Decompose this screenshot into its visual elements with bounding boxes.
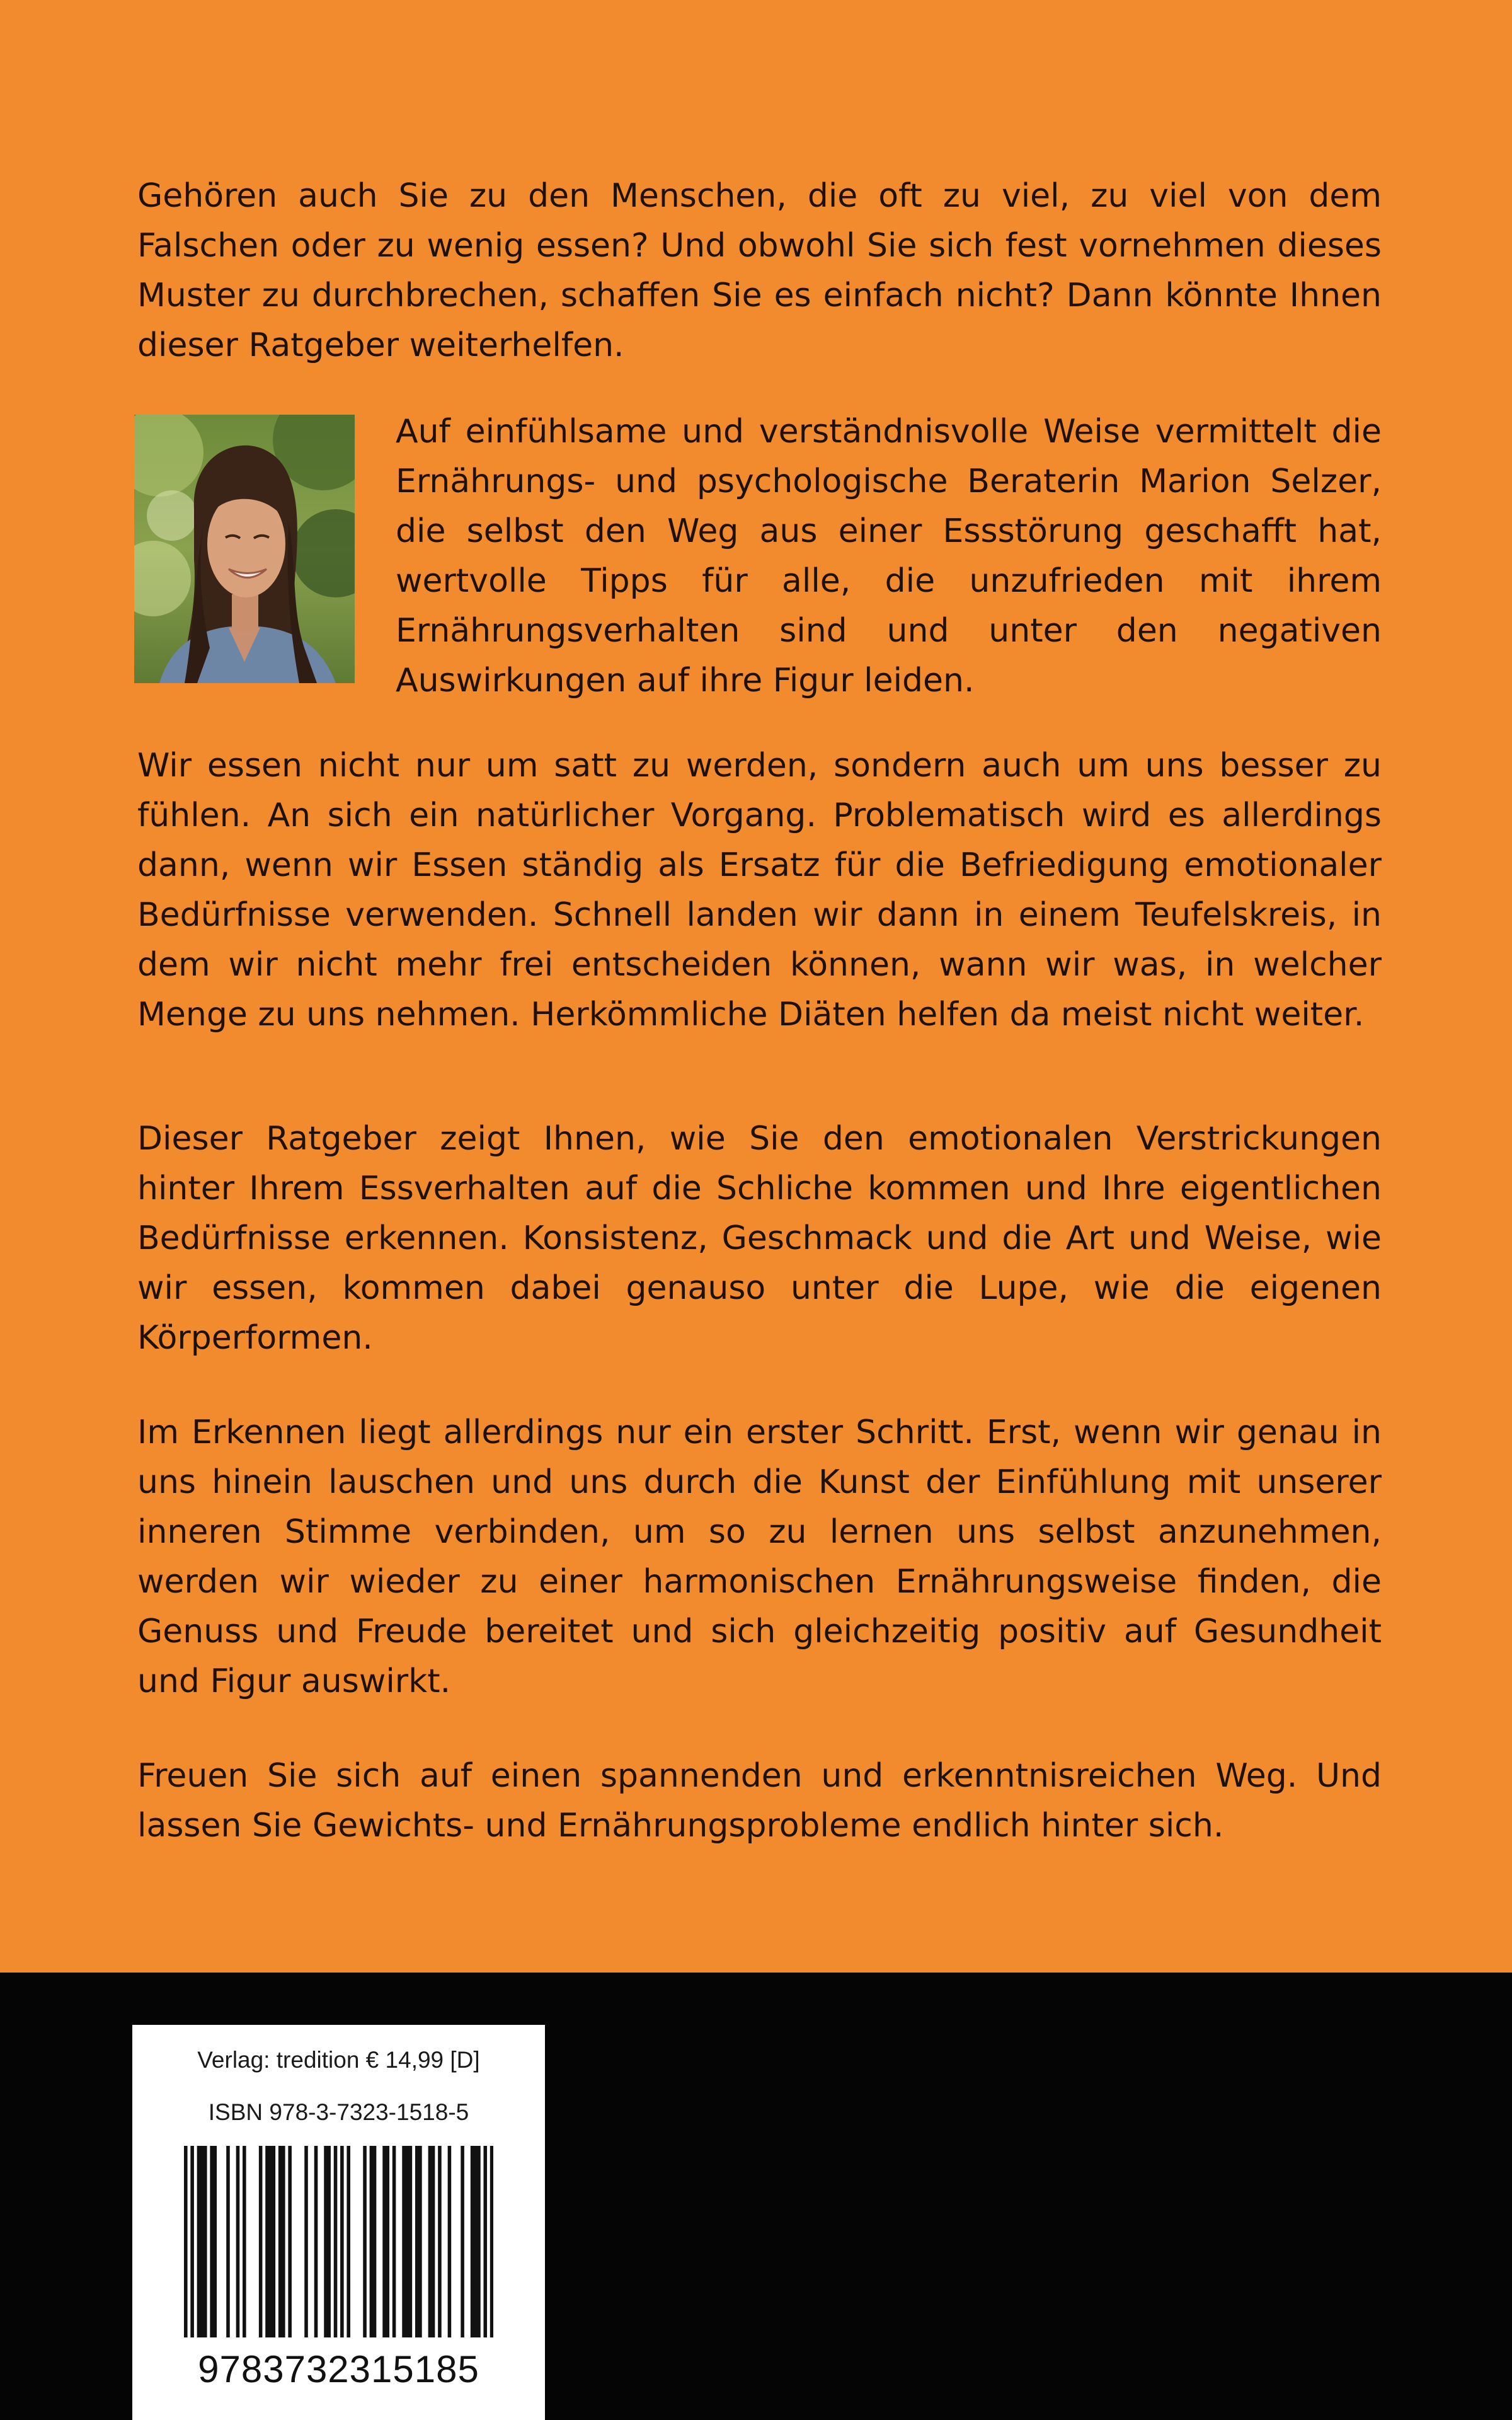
barcode-bar xyxy=(288,2146,292,2337)
barcode-bar xyxy=(340,2146,344,2337)
barcode-bar xyxy=(268,2146,272,2337)
barcode-bar xyxy=(448,2146,452,2337)
barcode-bar xyxy=(370,2146,374,2337)
barcode-bar xyxy=(314,2146,318,2337)
barcode-bar xyxy=(259,2146,263,2337)
blurb-paragraph-5: Im Erkennen liegt allerdings nur ein erster Schritt. Erst, wenn wir genau in uns hinein lauschen und uns durch die Kunst der Einfühlung mit unserer inneren Stimme verbinden, um so zu lernen uns selbst anzunehmen, werden wir wieder zu einer harmonischen Ernährungsweise finden, die Genuss und Freude bereitet und sich gleichzeitig positiv auf Gesundheit und Figur auswirkt. xyxy=(137,1414,1382,1700)
barcode-bar xyxy=(490,2146,493,2337)
barcode-bar xyxy=(405,2146,409,2337)
blurb-paragraph-2: Auf einfühlsame und verständnisvolle Weise vermittelt die Ernährungs- und psychologische Beraterin Marion Selzer, die selbst den Weg aus einer Essstörung geschafft hat, wertvolle Tipps für alle, die unzufrieden mit ihrem Ernährungsverhalten sind und unter den negativen Auswirkungen auf ihre Figur leiden. xyxy=(396,413,1382,700)
barcode-bar xyxy=(392,2146,396,2337)
barcode-bar xyxy=(483,2146,487,2337)
publisher-price-line: Verlag: tredition € 14,99 [D] xyxy=(197,2047,480,2073)
barcode-digits: 9783732315185 xyxy=(198,2348,479,2390)
barcode-bar xyxy=(418,2146,422,2337)
barcode-bar xyxy=(346,2146,350,2337)
barcode-bar xyxy=(474,2146,478,2337)
barcode-bar xyxy=(432,2146,435,2337)
blurb-paragraph-3: Wir essen nicht nur um satt zu werden, sondern auch um uns besser zu fühlen. An sich ein natürlicher Vorgang. Problematisch wird es allerdings dann, wenn wir Essen ständig als Ersatz für die Befriedigung emotionaler Bedürfnisse verwenden. Schnell landen wir dann in einem Teufelskreis, in dem wir nicht mehr frei entscheiden können, wann wir was, in welcher Menge zu uns nehmen. Herkömmliche Diäten helfen da meist nicht weiter. xyxy=(137,747,1382,1034)
barcode-bars-icon xyxy=(184,2146,493,2337)
blurb-paragraph-6: Freuen Sie sich auf einen spannenden und erkenntnisreichen Weg. Und lassen Sie Gewichts- und Ernährungsprobleme endlich hinter sich. xyxy=(137,1757,1382,1845)
barcode-bar xyxy=(236,2146,240,2337)
barcode-bar xyxy=(210,2146,214,2337)
barcode-bar xyxy=(327,2146,331,2337)
barcode-bar xyxy=(226,2146,230,2337)
blurb-paragraph-4: Dieser Ratgeber zeigt Ihnen, wie Sie den emotionalen Verstrickungen hinter Ihrem Essverhalten auf die Schliche kommen und Ihre eigentlichen Bedürfnisse erkennen. Konsistenz, Geschmack und die Art und Weise, wie wir essen, kommen dabei genauso unter die Lupe, wie die eigenen Körperformen. xyxy=(137,1120,1382,1357)
barcode-bar xyxy=(203,2146,207,2337)
barcode-bar xyxy=(471,2146,474,2337)
barcode-bar xyxy=(282,2146,285,2337)
barcode-bar xyxy=(334,2146,338,2337)
barcode-bar xyxy=(265,2146,269,2337)
barcode-bar xyxy=(214,2146,217,2337)
barcode-bar xyxy=(197,2146,201,2337)
barcode-bar xyxy=(477,2146,481,2337)
barcode-bar xyxy=(200,2146,204,2337)
barcode-bar xyxy=(382,2146,386,2337)
blurb-paragraph-1: Gehören auch Sie zu den Menschen, die oft zu viel, zu viel von dem Falschen oder zu wenig essen? Und obwohl Sie sich fest vornehmen dieses Muster zu durchbrechen, schaffen Sie es einfach nicht? Dann könnte Ihnen dieser Ratgeber weiterhelfen. xyxy=(137,177,1382,364)
barcode-bar xyxy=(386,2146,389,2337)
barcode-bar xyxy=(438,2146,442,2337)
barcode-bar xyxy=(461,2146,464,2337)
barcode-bar xyxy=(190,2146,194,2337)
barcode-bar xyxy=(428,2146,432,2337)
barcode-bar xyxy=(278,2146,282,2337)
author-photo xyxy=(134,415,355,683)
barcode-bar xyxy=(184,2146,188,2337)
barcode-bar xyxy=(373,2146,377,2337)
isbn-line: ISBN 978-3-7323-1518-5 xyxy=(208,2099,469,2125)
barcode-bar xyxy=(324,2146,328,2337)
barcode-bar xyxy=(402,2146,406,2337)
barcode-bar xyxy=(304,2146,308,2337)
barcode-bar xyxy=(409,2146,413,2337)
barcode-bar xyxy=(243,2146,246,2337)
barcode-bar xyxy=(415,2146,419,2337)
barcode-bar xyxy=(363,2146,367,2337)
barcode-bar xyxy=(272,2146,276,2337)
barcode-box xyxy=(132,2025,545,2420)
